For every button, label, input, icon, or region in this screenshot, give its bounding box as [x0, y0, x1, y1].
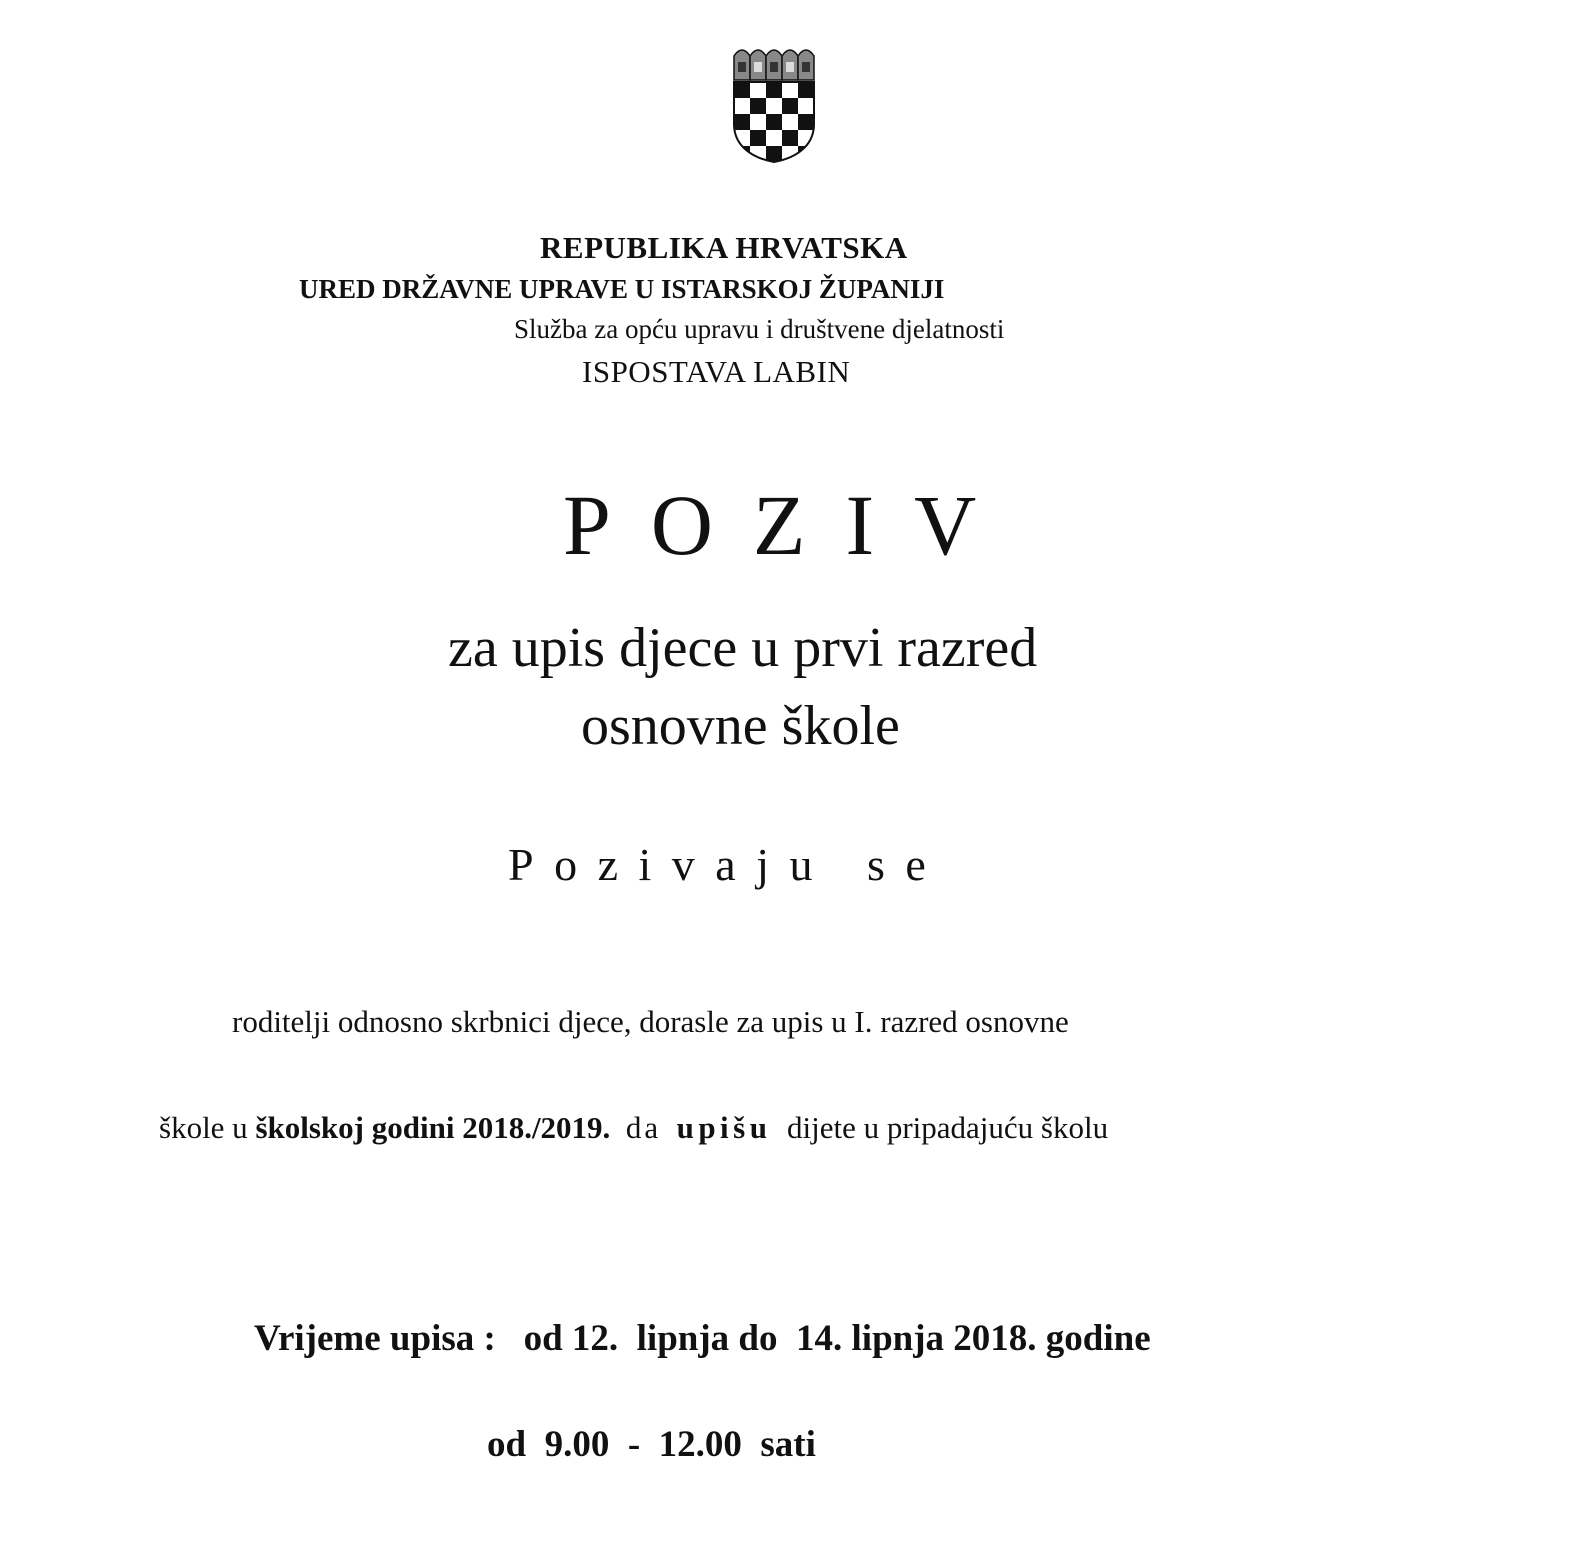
croatian-coat-of-arms-icon	[726, 42, 822, 164]
body-line2	[159, 1112, 1108, 1143]
checker-square	[798, 146, 814, 162]
checker-square	[782, 130, 798, 146]
checker-square	[798, 82, 814, 98]
crown-detail	[802, 62, 810, 72]
checker-square	[782, 162, 798, 164]
checker-square	[782, 82, 798, 98]
checker-square	[750, 82, 766, 98]
header-service: Služba za opću upravu i društvene djelatnosti	[514, 314, 1005, 344]
body-da: da	[625, 1110, 662, 1145]
checker-square	[798, 162, 814, 164]
document-subtitle-line1: za upis djece u prvi razred	[448, 617, 1038, 679]
checker-square	[734, 162, 750, 164]
checker-square	[750, 114, 766, 130]
invitation-word2: se	[866, 839, 947, 890]
crown-detail	[754, 62, 762, 72]
school-year: školskoj godini 2018./2019.	[255, 1110, 611, 1145]
checker-square	[734, 98, 750, 114]
document-subtitle-line2: osnovne škole	[581, 695, 900, 757]
crown-detail	[738, 62, 746, 72]
checker-square	[798, 98, 814, 114]
crown-icon	[734, 50, 814, 80]
checker-square	[782, 98, 798, 114]
crown-detail	[770, 62, 778, 72]
checker-square	[734, 114, 750, 130]
header-republic: REPUBLIKA HRVATSKA	[540, 230, 908, 265]
checker-square	[798, 114, 814, 130]
body-line2-end: dijete u pripadajuću školu	[786, 1110, 1109, 1145]
checker-square	[766, 130, 782, 146]
checker-square	[734, 146, 750, 162]
checker-square	[766, 98, 782, 114]
crown-detail	[786, 62, 794, 72]
checker-square	[766, 82, 782, 98]
checker-square	[750, 130, 766, 146]
document-title: POZIV	[563, 477, 1017, 573]
header-branch: ISPOSTAVA LABIN	[582, 354, 851, 389]
body-line1: roditelji odnosno skrbnici djece, dorasle za upis u I. razred osnovne	[232, 1004, 1069, 1039]
checker-square	[782, 114, 798, 130]
checker-square	[750, 162, 766, 164]
enrollment-hours: od 9.00 - 12.00 sati	[487, 1424, 816, 1465]
checker-square	[734, 82, 750, 98]
body-upisu: upišu	[676, 1110, 772, 1145]
checker-square	[766, 114, 782, 130]
header-office: URED DRŽAVNE UPRAVE U ISTARSKOJ ŽUPANIJI	[299, 274, 945, 304]
invitation-heading	[508, 839, 947, 890]
enrollment-dates: Vrijeme upisa : od 12. lipnja do 14. lipnja 2018. godine	[254, 1318, 1151, 1359]
checker-square	[766, 146, 782, 162]
invitation-word1: Pozivaju	[508, 839, 833, 890]
checker-square	[750, 98, 766, 114]
body-line2-start: škole u	[159, 1110, 256, 1145]
checkerboard-icon	[734, 82, 814, 164]
